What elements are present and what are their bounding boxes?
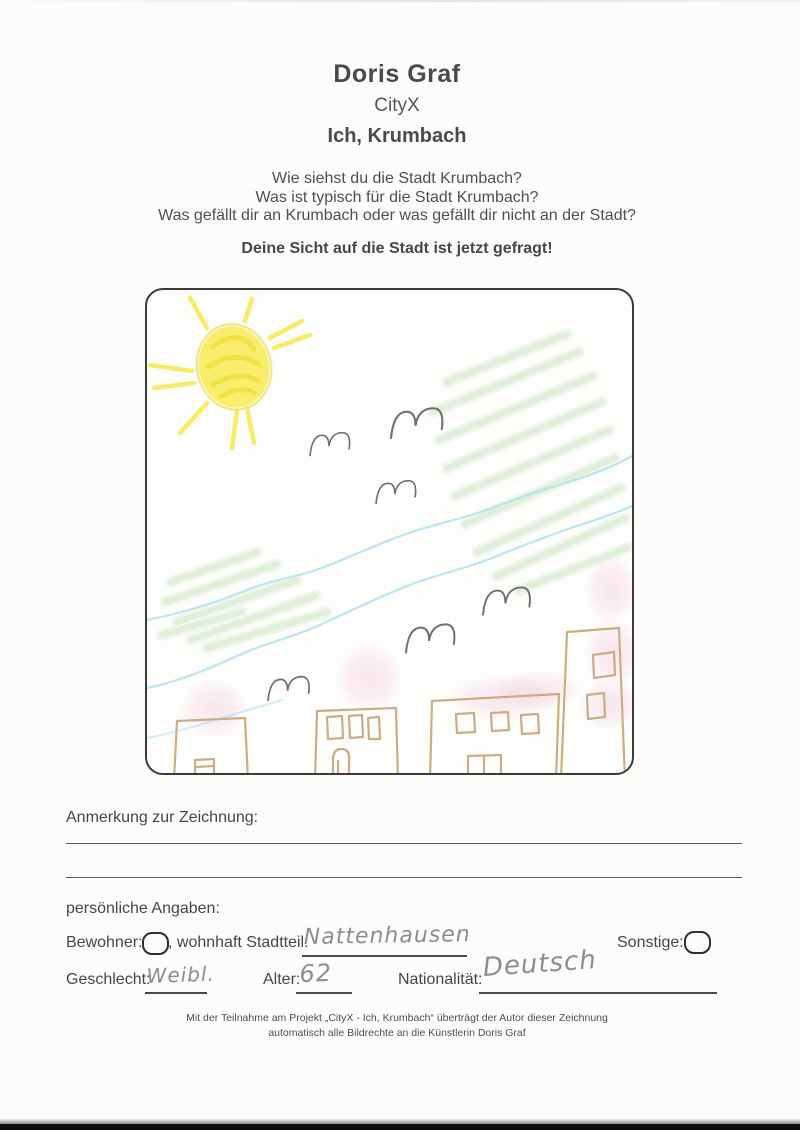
- gender-label: Geschlecht:: [66, 971, 151, 988]
- project-name: CityX: [374, 95, 420, 116]
- drawing-area: [145, 288, 634, 775]
- resident-label: Bewohner:: [66, 934, 143, 951]
- annotation-line-1: [66, 843, 742, 844]
- question-3: Was gefällt dir an Krumbach oder was gefällt dir nicht an der Stadt?: [158, 207, 636, 224]
- gender-handwritten-value: Weibl.: [146, 961, 216, 988]
- page-title: Ich, Krumbach: [327, 125, 467, 147]
- district-handwritten-value: Nattenhausen: [303, 922, 471, 950]
- other-label: Sonstige:: [617, 934, 684, 951]
- bird-icon: [406, 624, 454, 652]
- footer-line-2: automatisch alle Bildrechte an die Künstlerin Doris Graf: [268, 1027, 526, 1039]
- question-1: Wie siehst du die Stadt Krumbach?: [272, 170, 522, 187]
- bird-icon: [310, 433, 350, 456]
- annotation-label: Anmerkung zur Zeichnung:: [66, 809, 259, 826]
- bird-icon: [376, 481, 416, 504]
- sun-drawing: [150, 298, 310, 448]
- footer-line-1: Mit der Teilnahme am Projekt „CityX - Ich, Krumbach“ überträgt der Autor dieser Zeichnung: [186, 1012, 608, 1024]
- gender-underline: [145, 992, 207, 994]
- call-to-action: Deine Sicht auf die Stadt ist jetzt gefragt!: [241, 240, 553, 257]
- age-handwritten-value: 62: [299, 958, 333, 988]
- resident-checkbox: [142, 932, 169, 955]
- bird-icon: [268, 677, 309, 701]
- nationality-label: Nationalität:: [398, 971, 483, 988]
- district-label: , wohnhaft Stadtteil:: [168, 934, 309, 951]
- annotation-line-2: [66, 877, 742, 878]
- age-label: Alter:: [263, 971, 301, 988]
- question-2: Was ist typisch für die Stadt Krumbach?: [255, 189, 539, 206]
- personal-section-label: persönliche Angaben:: [66, 900, 220, 917]
- house-middle: [315, 708, 398, 773]
- artist-name: Doris Graf: [333, 60, 461, 88]
- nationality-underline: [479, 992, 717, 994]
- scan-edge-black: [0, 1124, 800, 1130]
- nationality-handwritten-value: Deutsch: [481, 945, 598, 983]
- scan-edge-top: [0, 0, 800, 2]
- other-checkbox: [684, 931, 711, 954]
- district-underline: [302, 955, 467, 957]
- age-underline: [296, 992, 352, 994]
- child-drawing: [147, 290, 632, 773]
